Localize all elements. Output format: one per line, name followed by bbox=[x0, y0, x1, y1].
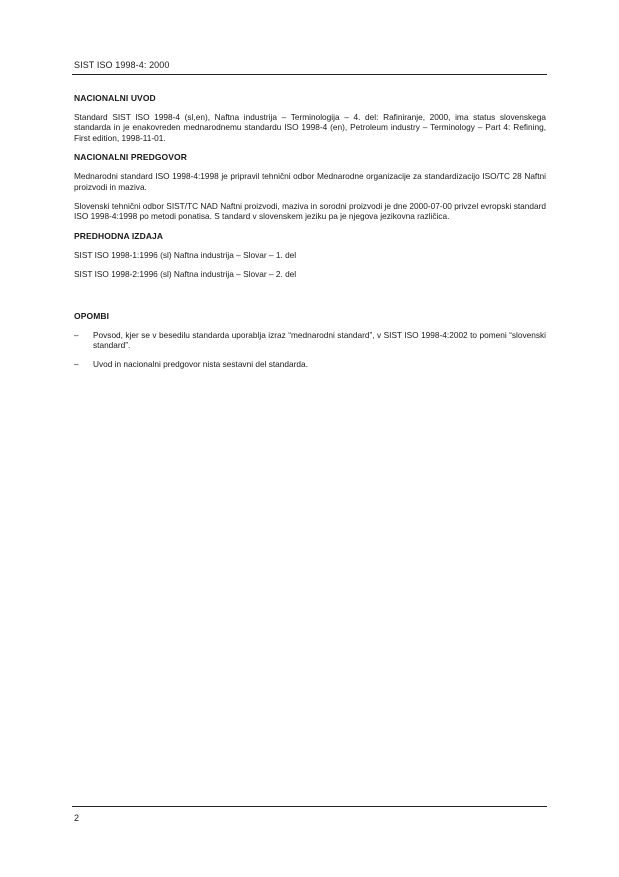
note-text: Uvod in nacionalni predgovor nista sestavni del standarda. bbox=[93, 359, 308, 370]
previous-edition-item: SIST ISO 1998-2:1996 (sl) Naftna industrija – Slovar – 2. del bbox=[74, 269, 297, 280]
section-notes bbox=[74, 311, 546, 370]
section-paragraph: Mednarodni standard ISO 1998-4:1998 je pripravil tehnični odbor Mednarodne organizacije za standardizacijo ISO/TC 28 Naftni proizvodi in maziva. bbox=[74, 171, 546, 192]
section-title: NACIONALNI UVOD bbox=[74, 93, 156, 103]
section-title: NACIONALNI PREDGOVOR bbox=[74, 152, 187, 163]
page-content bbox=[74, 93, 546, 379]
document-id-header: SIST ISO 1998-4: 2000 bbox=[74, 60, 170, 70]
dash-bullet: – bbox=[74, 329, 79, 340]
section-spacer bbox=[74, 289, 546, 311]
header-divider bbox=[72, 74, 547, 75]
notes-list bbox=[74, 330, 546, 370]
section-paragraph: Standard SIST ISO 1998-4 (sl,en), Naftna industrija – Terminologija – 4. del: Rafiniranje, 2000, ima status slovenskega standarda in je enakovreden mednarodnemu standardu ISO 1998-4 (en), Petroleum industry – Terminology – Part 4: Refining, First edition, 1998-11-01. bbox=[74, 112, 546, 143]
section-title: PREDHODNA IZDAJA bbox=[74, 230, 164, 241]
section-paragraph: Slovenski tehnični odbor SIST/TC NAD Naftni proizvodi, maziva in sorodni proizvodi je dne 2000-07-00 privzel evropski standard ISO 1998-4:1998 po metodi ponatisa. S tandard v slovenskem jeziku pa je njegova jezikovna različica. bbox=[74, 201, 546, 222]
dash-bullet: – bbox=[74, 359, 79, 370]
previous-edition-item: SIST ISO 1998-1:1996 (sl) Naftna industrija – Slovar – 1. del bbox=[74, 249, 297, 260]
footer-divider bbox=[72, 806, 547, 807]
list-item bbox=[74, 359, 546, 369]
section-national-intro bbox=[74, 93, 546, 143]
note-text: Povsod, kjer se v besedilu standarda uporablja izraz “mednarodni standard”, v SIST ISO 1998-4:2002 to pomeni “slovenski standard”. bbox=[93, 329, 546, 351]
section-previous-edition bbox=[74, 231, 546, 280]
section-title: OPOMBI bbox=[74, 310, 110, 321]
page-number: 2 bbox=[74, 813, 80, 823]
section-national-foreword bbox=[74, 152, 546, 222]
list-item bbox=[74, 330, 546, 351]
